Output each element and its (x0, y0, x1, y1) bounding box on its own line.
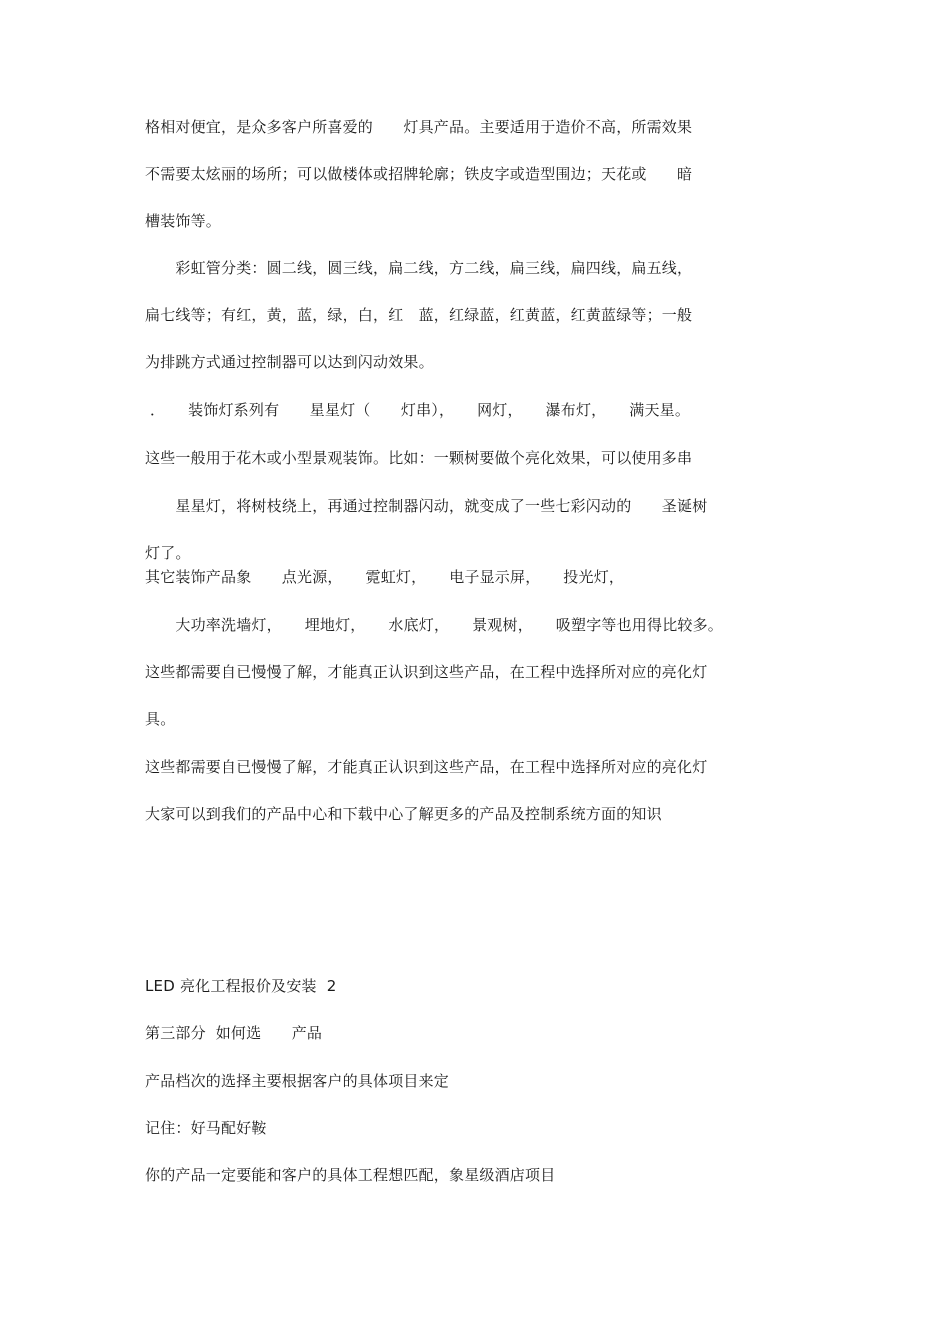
paragraph-line: 星星灯，将树枝绕上，再通过控制器闪动，就变成了一些七彩闪动的 圣诞树 (145, 497, 708, 515)
paragraph-line: 扁七线等；有红，黄，蓝，绿，白，红 蓝，红绿蓝，红黄蓝，红黄蓝绿等；一般 (145, 306, 693, 324)
paragraph-line: ． 装饰灯系列有 星星灯（ 灯串）， 网灯， 瀑布灯， 满天星。 (145, 401, 691, 419)
document-heading: LED 亮化工程报价及安装 2 (145, 977, 337, 995)
paragraph-line: 格相对便宜，是众多客户所喜爱的 灯具产品。主要适用于造价不高，所需效果 (145, 118, 693, 136)
section-line: 产品档次的选择主要根据客户的具体项目来定 (145, 1072, 450, 1090)
paragraph-line: 这些都需要自已慢慢了解，才能真正认识到这些产品，在工程中选择所对应的亮化灯 (145, 758, 708, 776)
paragraph-line: 大家可以到我们的产品中心和下载中心了解更多的产品及控制系统方面的知识 (145, 805, 662, 823)
paragraph-line: 这些一般用于花木或小型景观装饰。比如：一颗树要做个亮化效果，可以使用多串 (145, 449, 693, 467)
paragraph-line: 其它装饰产品象 点光源， 霓虹灯， 电子显示屏， 投光灯， (145, 568, 625, 586)
section-title: 第三部分 如何选 产品 (145, 1024, 323, 1042)
paragraph-line: 彩虹管分类：圆二线，圆三线，扁二线，方二线，扁三线，扁四线，扁五线， (145, 259, 693, 277)
paragraph-line: 具。 (145, 710, 176, 728)
section-line: 你的产品一定要能和客户的具体工程想匹配，象星级酒店项目 (145, 1166, 556, 1184)
paragraph-line: 灯了。 (145, 544, 191, 562)
paragraph-line: 这些都需要自已慢慢了解，才能真正认识到这些产品，在工程中选择所对应的亮化灯 (145, 663, 708, 681)
paragraph-line: 槽装饰等。 (145, 212, 222, 230)
paragraph-line: 为排跳方式通过控制器可以达到闪动效果。 (145, 353, 434, 371)
paragraph-line: 大功率洗墙灯， 埋地灯， 水底灯， 景观树， 吸塑字等也用得比较多。 (145, 616, 724, 634)
section-line: 记住：好马配好鞍 (145, 1119, 267, 1137)
paragraph-line: 不需要太炫丽的场所；可以做楼体或招牌轮廓；铁皮字或造型围边；天花或 暗 (145, 165, 693, 183)
